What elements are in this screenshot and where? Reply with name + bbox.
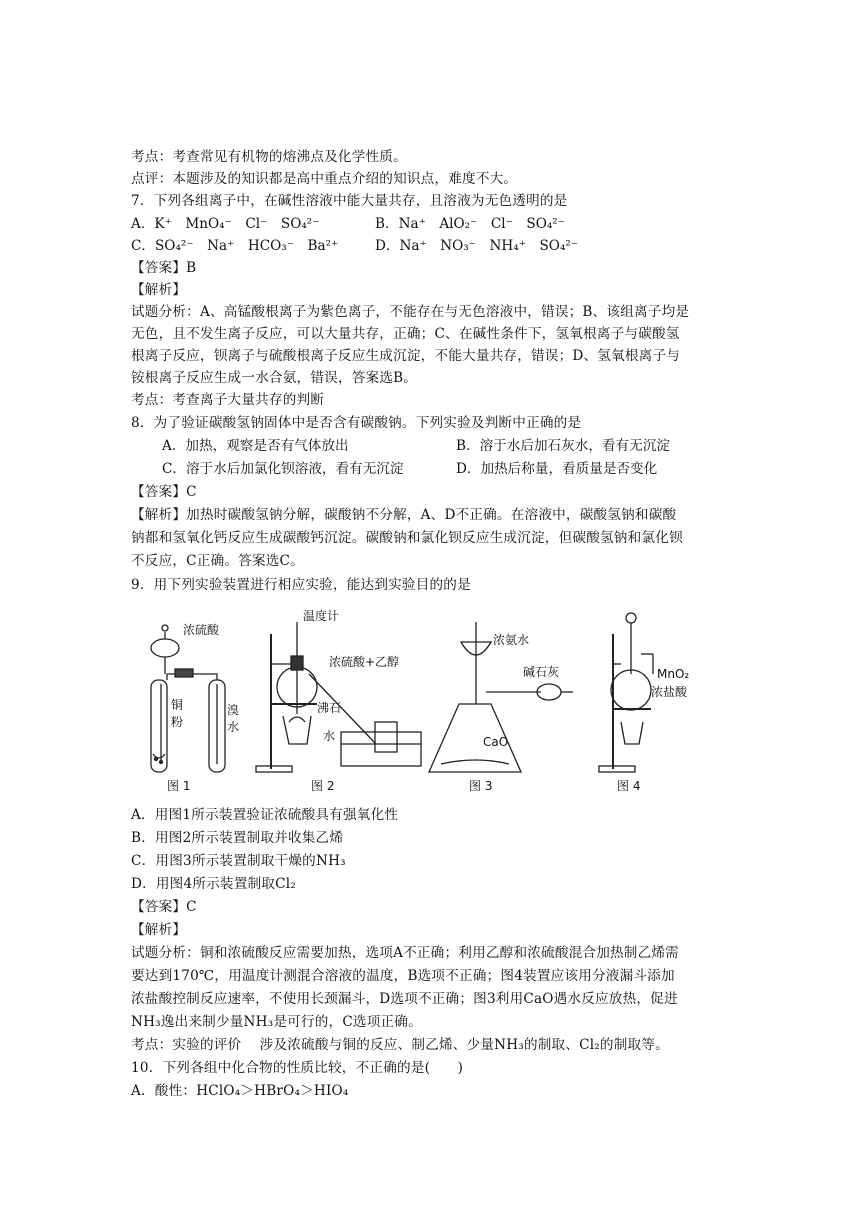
analysis-header: 【解析】 (131, 922, 187, 938)
analysis-line: 试题分析：A、高锰酸根离子为紫色离子，不能存在与无色溶液中，错误；B、该组离子均是 (131, 304, 690, 320)
analysis-line: NH₃逸出来制少量NH₃是可行的，C选项正确。 (131, 1014, 422, 1030)
option-8d: D．加热后称量，看质量是否变化 (456, 461, 658, 477)
fig2-label: 温度计 (303, 609, 340, 623)
fig3-label: CaO (483, 735, 509, 749)
fig1-label: 粉 (171, 715, 184, 729)
option-7a: A．K⁺ MnO₄⁻ Cl⁻ SO₄²⁻ (131, 216, 320, 232)
analysis-line: 不反应，C正确。答案选C。 (131, 553, 304, 569)
option-8a: A．加热，观察是否有气体放出 (162, 438, 349, 454)
answer-8: 【答案】C (131, 484, 197, 500)
fig1-label: 溴 (227, 703, 240, 717)
fig1-label: 水 (227, 720, 240, 734)
option-8c: C．溶于水后加氯化钡溶液，看有无沉淀 (162, 461, 404, 477)
analysis-line: 无色，且不发生离子反应，可以大量共存，正确；C、在碱性条件下，氢氧根离子与碳酸氢 (131, 326, 680, 342)
analysis-line: 铵根离子反应生成一水合氨，错误，答案选B。 (131, 370, 418, 386)
analysis-line: 浓盐酸控制反应速率，不使用长颈漏斗，D选项不正确；图3利用CaO遇水反应放热，促进 (131, 991, 678, 1007)
option-9c: C．用图3所示装置制取干燥的NH₃ (131, 853, 346, 869)
text-line: 考点：考查常见有机物的熔沸点及化学性质。 (131, 149, 407, 165)
fig4-caption: 图 4 (617, 779, 641, 793)
analysis-line: 试题分析：铜和浓硫酸反应需要加热，选项A不正确；利用乙醇和浓硫酸混合加热制乙烯需 (131, 945, 679, 961)
analysis-line: 钠都和氢氧化钙反应生成碳酸钙沉淀。碳酸钠和氯化钡反应生成沉淀，但碳酸氢钠和氯化钡 (131, 530, 683, 546)
option-9a: A．用图1所示装置验证浓硫酸具有强氧化性 (131, 807, 399, 823)
fig3-label: 浓氨水 (493, 633, 530, 647)
fig4-label: MnO₂ (657, 667, 690, 681)
analysis-line: 要达到170℃，用温度计测混合溶液的温度，B选项不正确；图4装置应该用分液漏斗添加 (131, 968, 675, 984)
text-line: 点评：本题涉及的知识都是高中重点介绍的知识点，难度不大。 (131, 171, 518, 187)
option-7c: C．SO₄²⁻ Na⁺ HCO₃⁻ Ba²⁺ (131, 238, 339, 254)
knowledge-point: 考点：实验的评价 涉及浓硫酸与铜的反应、制乙烯、少量NH₃的制取、Cl₂的制取等。 (131, 1037, 669, 1053)
fig3-caption: 图 3 (469, 779, 493, 793)
fig4-label: 浓盐酸 (651, 685, 688, 699)
option-9d: D．用图4所示装置制取Cl₂ (131, 876, 296, 892)
fig1-label: 浓硫酸 (183, 623, 220, 637)
option-9b: B．用图2所示装置制取并收集乙烯 (131, 830, 344, 846)
figure-1-apparatus (151, 625, 225, 772)
analysis-header: 【解析】 (131, 282, 187, 298)
question-7: 7．下列各组离子中，在碱性溶液中能大量共存，且溶液为无色透明的是 (131, 193, 568, 209)
option-10a: A．酸性：HClO₄＞HBrO₄＞HIO₄ (131, 1083, 349, 1099)
fig2-caption: 图 2 (311, 779, 335, 793)
option-7d: D．Na⁺ NO₃⁻ NH₄⁺ SO₄²⁻ (375, 238, 579, 254)
fig1-caption: 图 1 (167, 779, 191, 793)
knowledge-point: 考点：考查离子大量共存的判断 (131, 392, 325, 408)
option-7b: B．Na⁺ AlO₂⁻ Cl⁻ SO₄²⁻ (375, 216, 565, 232)
figure-4-apparatus (599, 613, 653, 772)
question-8: 8．为了验证碳酸氢钠固体中是否含有碳酸钠。下列实验及判断中正确的是 (131, 415, 582, 431)
fig2-label: 浓硫酸+乙醇 (329, 655, 400, 669)
answer-9: 【答案】C (131, 899, 197, 915)
analysis-line: 根离子反应，钡离子与硫酸根离子反应生成沉淀，不能大量共存，错误；D、氢氧根离子与 (131, 348, 681, 364)
apparatus-figure (131, 604, 691, 796)
option-8b: B．溶于水后加石灰水，看有无沉淀 (456, 438, 670, 454)
fig3-label: 碱石灰 (523, 665, 560, 679)
figure-2-apparatus (256, 622, 421, 772)
answer-7: 【答案】B (131, 260, 197, 276)
fig1-label: 铜 (171, 698, 184, 712)
fig2-label: 沸石 (317, 701, 342, 715)
fig2-label: 水 (323, 729, 336, 743)
question-10: 10．下列各组中化合物的性质比较，不正确的是( ) (131, 1060, 464, 1076)
analysis-line: 【解析】加热时碳酸氢钠分解，碳酸钠不分解，A、D不正确。在溶液中，碳酸氢钠和碳酸 (131, 507, 677, 523)
question-9: 9．用下列实验装置进行相应实验，能达到实验目的的是 (131, 577, 471, 593)
